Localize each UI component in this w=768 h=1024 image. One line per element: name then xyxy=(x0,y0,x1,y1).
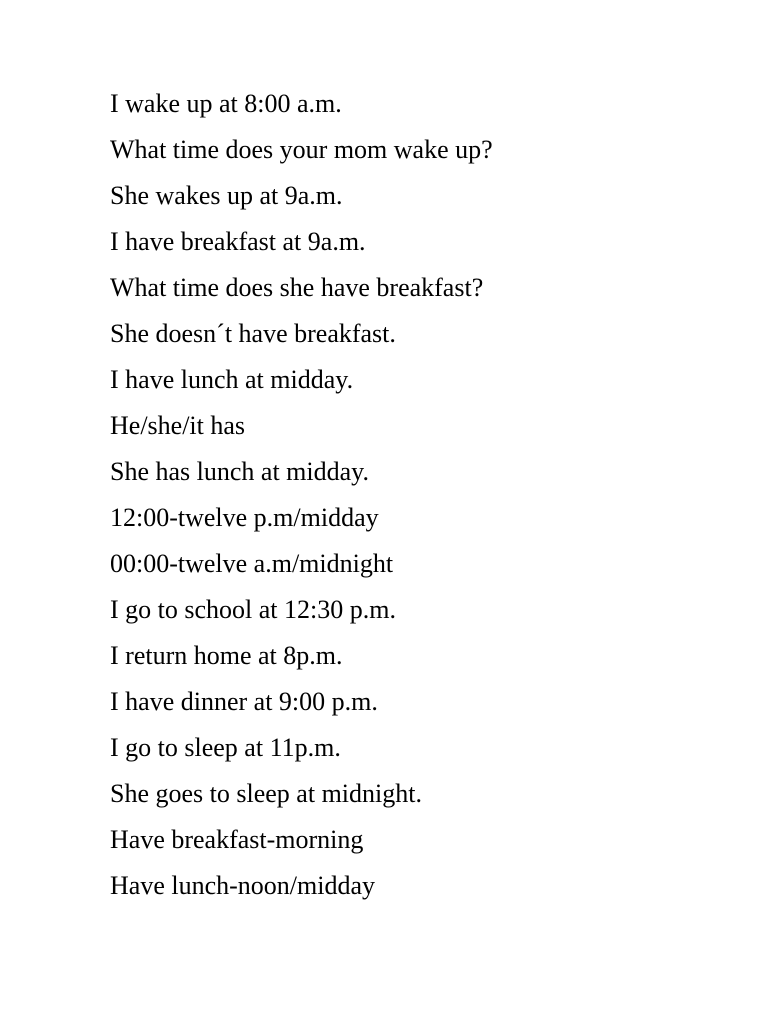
text-body xyxy=(110,84,493,912)
text-line: I have dinner at 9:00 p.m. xyxy=(110,687,378,716)
text-line: I return home at 8p.m. xyxy=(110,641,343,670)
text-line: What time does your mom wake up? xyxy=(110,135,493,164)
text-line: Have lunch-noon/midday xyxy=(110,871,375,900)
text-line: Have breakfast-morning xyxy=(110,825,364,854)
text-line: I have lunch at midday. xyxy=(110,365,354,394)
text-line: She doesn´t have breakfast. xyxy=(110,319,396,348)
text-line: She goes to sleep at midnight. xyxy=(110,779,422,808)
text-line: What time does she have breakfast? xyxy=(110,273,484,302)
text-line: I wake up at 8:00 a.m. xyxy=(110,89,342,118)
text-line: I have breakfast at 9a.m. xyxy=(110,227,366,256)
text-line: 12:00-twelve p.m/midday xyxy=(110,503,379,532)
text-line: She has lunch at midday. xyxy=(110,457,369,486)
text-line: I go to school at 12:30 p.m. xyxy=(110,595,396,624)
text-line: She wakes up at 9a.m. xyxy=(110,181,343,210)
text-line: I go to sleep at 11p.m. xyxy=(110,733,341,762)
text-line: He/she/it has xyxy=(110,411,246,440)
text-line: 00:00-twelve a.m/midnight xyxy=(110,549,394,578)
